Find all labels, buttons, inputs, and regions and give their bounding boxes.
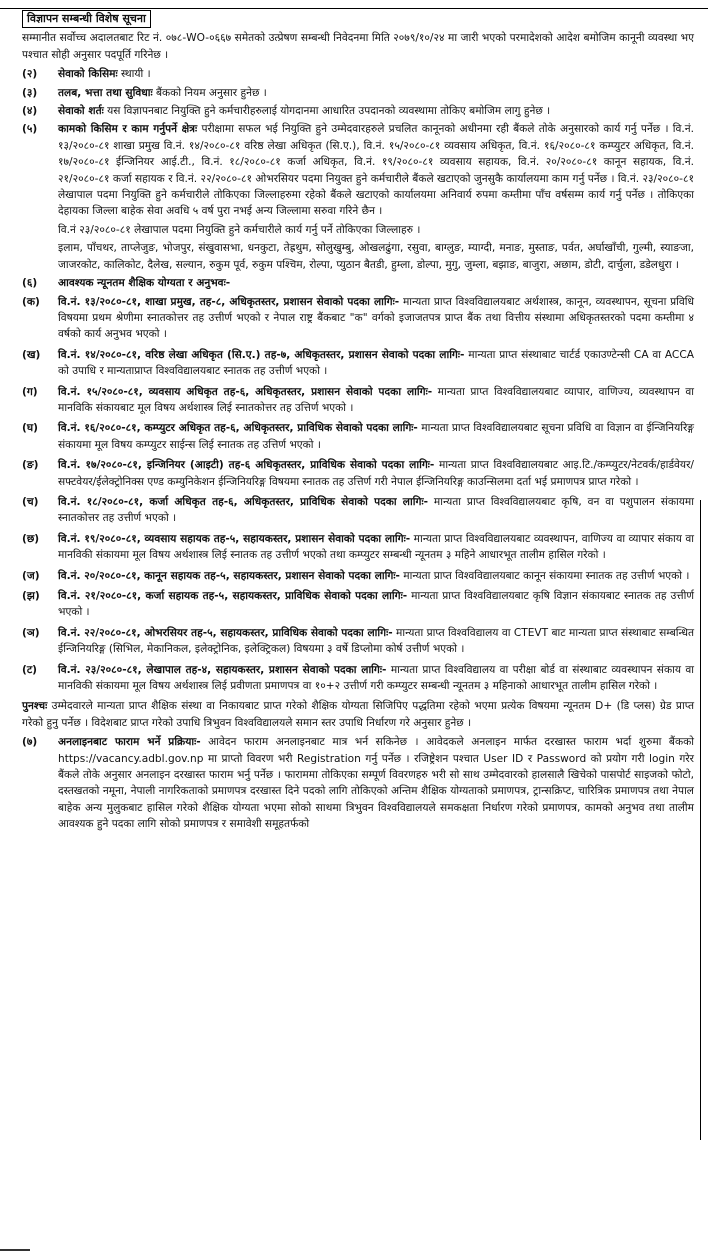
top-table-strip [0, 0, 708, 9]
requirement-text: मान्यता प्राप्त विश्वविद्यालयबाट सूचना प्रविधि वा विज्ञान वा ईन्जिनियरिङ्ग संकायमा मूल विषय कम्प्युटर साईन्स लिई स्नातक तह उत्तिर्ण भएको । [58, 422, 694, 451]
requirement-item [22, 420, 694, 453]
requirement-label: (झ) [22, 590, 40, 602]
requirement-label: (ङ) [22, 459, 39, 472]
section-salary [22, 85, 694, 101]
requirement-label: (ज) [22, 569, 40, 582]
requirement-head: वि.नं. १७/२०८०-८१, इन्जिनियर (आइटी) तह-६ अधिकृतस्तर, प्राविधिक सेवाको पदका लागिः- [58, 459, 435, 472]
requirement-label: (घ) [22, 422, 38, 435]
requirement-text: मान्यता प्राप्त संस्थाबाट चार्टर्ड एकाउण्टेन्सी CA वा ACCA को उपाधि र मान्यताप्राप्त विश्वविद्यालयबाट स्नातक तह उत्तीर्ण भएको । [58, 348, 694, 378]
requirement-head: वि.नं. १९/२०८०-८१, व्यवसाय सहायक तह-५, सहायकस्तर, प्रशासन सेवाको पदका लागिः- [58, 532, 411, 545]
notice-title: विज्ञापन सम्बन्धी विशेष सूचना [22, 10, 151, 28]
section-online-application [22, 734, 694, 832]
requirement-text: मान्यता प्राप्त विश्वविद्यालयबाट व्यवस्थापन, वाणिज्य वा व्यापार संकाय वा मानविकी संकायमा मूल विषय अर्थशास्त्र लिई स्नातक तह उत्तीर्ण भएको तथा कम्प्युटर सम्बन्धी न्यूनतम ३ महिने आधारभूत तालीम हासिल गरेको । [58, 532, 694, 562]
postscript-text: उम्मेदवारले मान्यता प्राप्त शैक्षिक संस्था वा निकायबाट प्राप्त गरेको शैक्षिक योग्यता सिजिपिए पद्धतिमा रहेको भएमा प्रत्येक विषयमा न्यूनतम D+ (डि प्लस) ग्रेड प्राप्त गरेको हुनु पर्नेछ । विदेशबाट प्राप्त गरेको उपाधि त्रिभुवन विश्वविद्यालयले समान स्तर उपाधि निर्धारण गरे अनुसार हुनेछ । [22, 700, 694, 729]
section-label: सेवाको शर्तः [58, 105, 104, 118]
section-text: आवेदन फाराम अनलाइनबाट मात्र भर्न सकिनेछ । आवेदकले अनलाइन मार्फत दरखास्त फाराम भर्दा शुरुमा बैंकको https://vacancy.adbl.gov.np मा प्राप्तो विवरण भरी Registration गर्नु पर्नेछ । रजिष्ट्रेशन पश्चात User ID र Password को प्रयोग गरी login गरेर बैंकले तोके अनुसार अनलाइन दरखास्त फाराम भर्नु पर्नेछ । फाराममा तोकिएका सम्पूर्ण विवरणहरु भरी सो साथ उम्मेदवारको हालसालै खिचेको पासपोर्ट साइजको फोटो, दस्तखतको नमूना, नेपाली नागरिकताको प्रमाणपत्र दरखास्त दिने पदको लागि तोकिएको अन्तिम शैक्षिक योग्यताको प्रमाणपत्र, ट्रान्सक्रिप्ट, चारित्रिक प्रमाणपत्र तथा नेपाल बाहेक अन्य मुलुकबाट हासिल गरेको शैक्षिक योग्यता भएमा सोको साथमा त्रिभुवन विश्वविद्यालयले समकक्षता निर्धारण गरेको प्रमाणपत्र, कामको अनुभव तथा तालीम आवश्यक हुने पदका लागि सोको प्रमाणपत्र र समावेशी समूहतर्फको [58, 736, 694, 831]
section-number: (७) [22, 736, 38, 749]
requirement-label: (छ) [22, 532, 40, 545]
requirement-label: (ञ) [22, 626, 40, 639]
section-label: अनलाइनबाट फाराम भर्ने प्रक्रियाः- [58, 736, 201, 749]
requirement-head: वि.नं. २०/२०८०-८१, कानून सहायक तह-५, सहायकस्तर, प्रशासन सेवाको पदका लागिः- [58, 569, 400, 582]
requirement-item [22, 662, 694, 695]
postscript-label: पुनश्चः [22, 700, 48, 713]
requirements-list [22, 294, 694, 695]
postscript-note [22, 698, 694, 731]
requirement-item [22, 294, 694, 343]
requirement-text: मान्यता प्राप्त विश्वविद्यालयबाट अर्थशास्त्र, कानून, व्यवस्थापन, सूचना प्रविधि विषयमा प्रथम श्रेणीमा स्नातकोत्तर तह उत्तीर्ण भएको र नेपाल राष्ट्र बैंकबाट "क" वर्गको इजाजतपत्र प्राप्त बैंक तथा वित्तीय संस्थामा अधिकृतस्तरको पदमा कम्तीमा ४ वर्षको कार्य अनुभव भएको । [58, 295, 694, 341]
requirement-text: मान्यता प्राप्त विश्वविद्यालयबाट आइ.टि./कम्प्युटर/नेटवर्क/हार्डवेयर/सफ्टवेयर/ईलेक्ट्रोनिक्स एण्ड कम्युनिकेशन ईन्जिनियरिङ्ग विषयमा स्नातक तह उत्तिर्ण गरी नेपाल ईन्जिनियरिङ्ग काउन्सिलमा दर्ता भई प्रमाणपत्र प्राप्त गरेको । [58, 459, 694, 488]
section-label: तलब, भत्ता तथा सुविधाः [58, 86, 153, 99]
section-text: यस विज्ञापनबाट नियुक्ति हुने कर्मचारीहरुलाई योगदानमा आधारित उपदानको व्यवस्थामा तोकिए बमोजिम लागु हुनेछ । [103, 105, 551, 118]
section-text: बैंकको नियम अनुसार हुनेछ । [152, 86, 267, 99]
requirement-text: मान्यता प्राप्त विश्वविद्यालयबाट कृषि विज्ञान संकायबाट स्नातक तह उत्तीर्ण भएको । [58, 590, 694, 619]
requirement-head: वि.नं. २१/२०८०-८१, कर्जा सहायक तह-५, सहायकस्तर, प्राविधिक सेवाको पदका लागिः- [58, 590, 408, 602]
requirement-item [22, 347, 694, 380]
section-service-condition [22, 103, 694, 119]
section-label: कामको किसिम र काम गर्नुपर्ने क्षेत्रः [58, 123, 198, 136]
requirement-text: मान्यता प्राप्त विश्वविद्यालय वा CTEVT बाट मान्यता प्राप्त संस्थाबाट सम्बन्धित ईन्जिनियरिङ्ग (सिभिल, मेकानिकल, इलेक्ट्रोनिक, इलेक्ट्रिकल) विषयमा ३ वर्षे डिप्लोमा कोर्ष उत्तीर्ण भएको । [58, 626, 694, 656]
section-number: (६) [22, 277, 38, 290]
requirement-label: (ग) [22, 385, 38, 398]
section-label: आवश्यक न्यूनतम शैक्षिक योग्यता र अनुभवः- [58, 277, 231, 290]
intro-paragraph: सम्मानीत सर्वोच्च अदालतबाट रिट नं. ०७८-WO-०६६७ समेतको उत्प्रेषण सम्बन्धी निवेदनमा मिति २०७९/१०/२४ मा जारी भएको परमादेशको आदेश बमोजिम कानूनी व्यवस्था भए पश्चात सोही अनुसार पदपूर्ति गरिनेछ । [22, 32, 694, 61]
requirement-label: (ट) [22, 663, 38, 676]
requirement-item [22, 588, 694, 621]
requirement-item [22, 494, 694, 527]
section-number: (४) [22, 105, 38, 118]
requirement-head: वि.नं. १८/२०८०-८१, कर्जा अधिकृत तह-६, अधिकृतस्तर, प्राविधिक सेवाको पदका लागिः- [58, 495, 428, 508]
section-number: (५) [22, 123, 38, 136]
requirement-head: वि.नं. १३/२०८०-८१, शाखा प्रमुख, तह-८, अधिकृतस्तर, प्रशासन सेवाको पदका लागिः- [58, 295, 400, 308]
requirement-head: वि.नं. १५/२०८०-८१, व्यवसाय अधिकृत तह-६, अधिकृतस्तर, प्रशासन सेवाको पदका लागिः- [58, 385, 433, 398]
section-qualification [22, 275, 694, 291]
requirement-head: वि.नं. १४/२०८०-८१, वरिष्ठ लेखा अधिकृत (सि.ए.) तह-७, अधिकृतस्तर, प्रशासन सेवाको पदका लागिः- [58, 348, 465, 361]
requirement-item [22, 384, 694, 417]
requirement-item [22, 568, 694, 584]
section-text: परीक्षामा सफल भई नियुक्ति हुने उम्मेदवारहरुले प्रचलित कानूनको अधीनमा रही बैंकले तोके अनुसारको कार्य गर्नु पर्नेछ । वि.नं. १३/२०८०-८१ शाखा प्रमुख वि.नं. १४/२०८०-८१ वरिष्ठ लेखा अधिकृत (सि.ए.), वि.नं. १५/२०८०-८१ व्यवसाय अधिकृत, वि.नं. १६/२०८०-८१ कम्प्युटर अधिकृत, वि.नं. १७/२०८०-८१ ईन्जिनियर आई.टी., वि.नं. १८/२०८०-८१ कर्जा अधिकृत, वि.नं. १९/२०८०-८१ व्यवसाय सहायक, वि.नं. २०/२०८०-८१ कानून सहायक, वि.नं. २१/२०८०-८१ कर्जा सहायक र वि.नं. २२/२०८०-८१ ओभरसियर पदमा नियुक्त हुने कर्मचारीले बैंकले खटाएको जुनसुकै कार्यालयमा काम गर्नु पर्नेछ । वि.नं. २३/२०८०-८१ लेखापाल पदमा नियुक्ति हुने कर्मचारीले तोकिएका जिल्लाहरुमा रहेको बैंकले खटाएको कार्यालयमा अनिवार्य रुपमा कम्तीमा पाँच वर्षसम्म कार्य गर्नु पर्नेछ । तोकिएका देहायका जिल्ला बाहेक सेवा अवधि ५ वर्ष पुरा नभई अन्य जिल्लामा सरुवा गरिने छैन । [58, 123, 695, 218]
section-work-area [22, 121, 694, 219]
bottom-rule [0, 1249, 30, 1251]
requirement-head: वि.नं. २२/२०८०-८१, ओभरसियर तह-५, सहायकस्तर, प्राविधिक सेवाको पदका लागिः- [58, 626, 393, 639]
district-list: इलाम, पाँचथर, ताप्लेजुङ, भोजपुर, संखुवासभा, धनकुटा, तेह्रथुम, सोलुखुम्बु, ओखलढुंगा, रसुवा, बाग्लुङ, म्याग्दी, मनाङ, मुस्ताङ, पर्वत, अर्घाखाँची, गुल्मी, स्याङजा, जाजरकोट, कालिकोट, दैलेख, सल्यान, रुकुम पूर्व, रुकुम पश्चिम, रोल्पा, प्युठान बैतडी, हुम्ला, डोल्पा, मुगु, जुम्ला, बझाङ, बाजुरा, अछाम, डोटी, दार्चुला, डडेलधुरा । [58, 242, 694, 271]
requirement-item [22, 531, 694, 564]
requirement-label: (ख) [22, 348, 41, 361]
requirement-text: मान्यता प्राप्त विश्वविद्यालय वा परीक्षा बोर्ड वा संस्थाबाट व्यवस्थापन संकाय वा मानविकी संकायमा मूल विषय अर्थशास्त्र लिई प्रवीणता प्रमाणपत्र वा १०+२ उत्तीर्ण गरी कम्प्युटर सम्बन्धी न्यूनतम ३ महिनाको आधारभूत तालीम हासिल गरेको । [58, 663, 694, 693]
right-column-border [700, 500, 701, 1140]
notice-page [22, 10, 694, 835]
requirement-item [22, 625, 694, 658]
requirement-item [22, 457, 694, 490]
section-number: (३) [22, 86, 38, 99]
requirement-label: (क) [22, 295, 40, 308]
section-label: सेवाको किसिमः [58, 68, 118, 81]
requirement-text: मान्यता प्राप्त विश्वविद्यालयबाट व्यापार, वाणिज्य, व्यवस्थापन वा मानविकि संकायबाट मूल विषय अर्थशास्त्र लिई स्नातकोत्तर तह उत्तिर्ण भएको । [58, 385, 694, 414]
section-number: (२) [22, 68, 38, 81]
requirement-head: वि.नं. १६/२०८०-८१, कम्प्युटर अधिकृत तह-६, अधिकृतस्तर, प्राविधिक सेवाको पदका लागिः- [58, 422, 418, 435]
requirement-head: वि.नं. २३/२०८०-८१, लेखापाल तह-४, सहायकस्तर, प्रशासन सेवाको पदका लागिः- [58, 663, 387, 676]
requirement-text: मान्यता प्राप्त विश्वविद्यालयबाट कृषि, वन वा पशुपालन संकायमा स्नातकोत्तर तह उत्तीर्ण भएको । [58, 495, 695, 525]
section-service-type [22, 66, 694, 82]
requirement-text: मान्यता प्राप्त विश्वविद्यालयबाट कानून संकायमा स्नातक तह उत्तीर्ण भएको । [399, 569, 690, 582]
section-text: स्थायी । [117, 68, 151, 81]
requirement-label: (च) [22, 495, 39, 508]
district-list-heading: वि.नं २३/२०८०-८१ लेखापाल पदमा नियुक्ति हुने कर्मचारीले कार्य गर्नु पर्ने तोकिएका जिल्लाहरु । [58, 223, 421, 236]
